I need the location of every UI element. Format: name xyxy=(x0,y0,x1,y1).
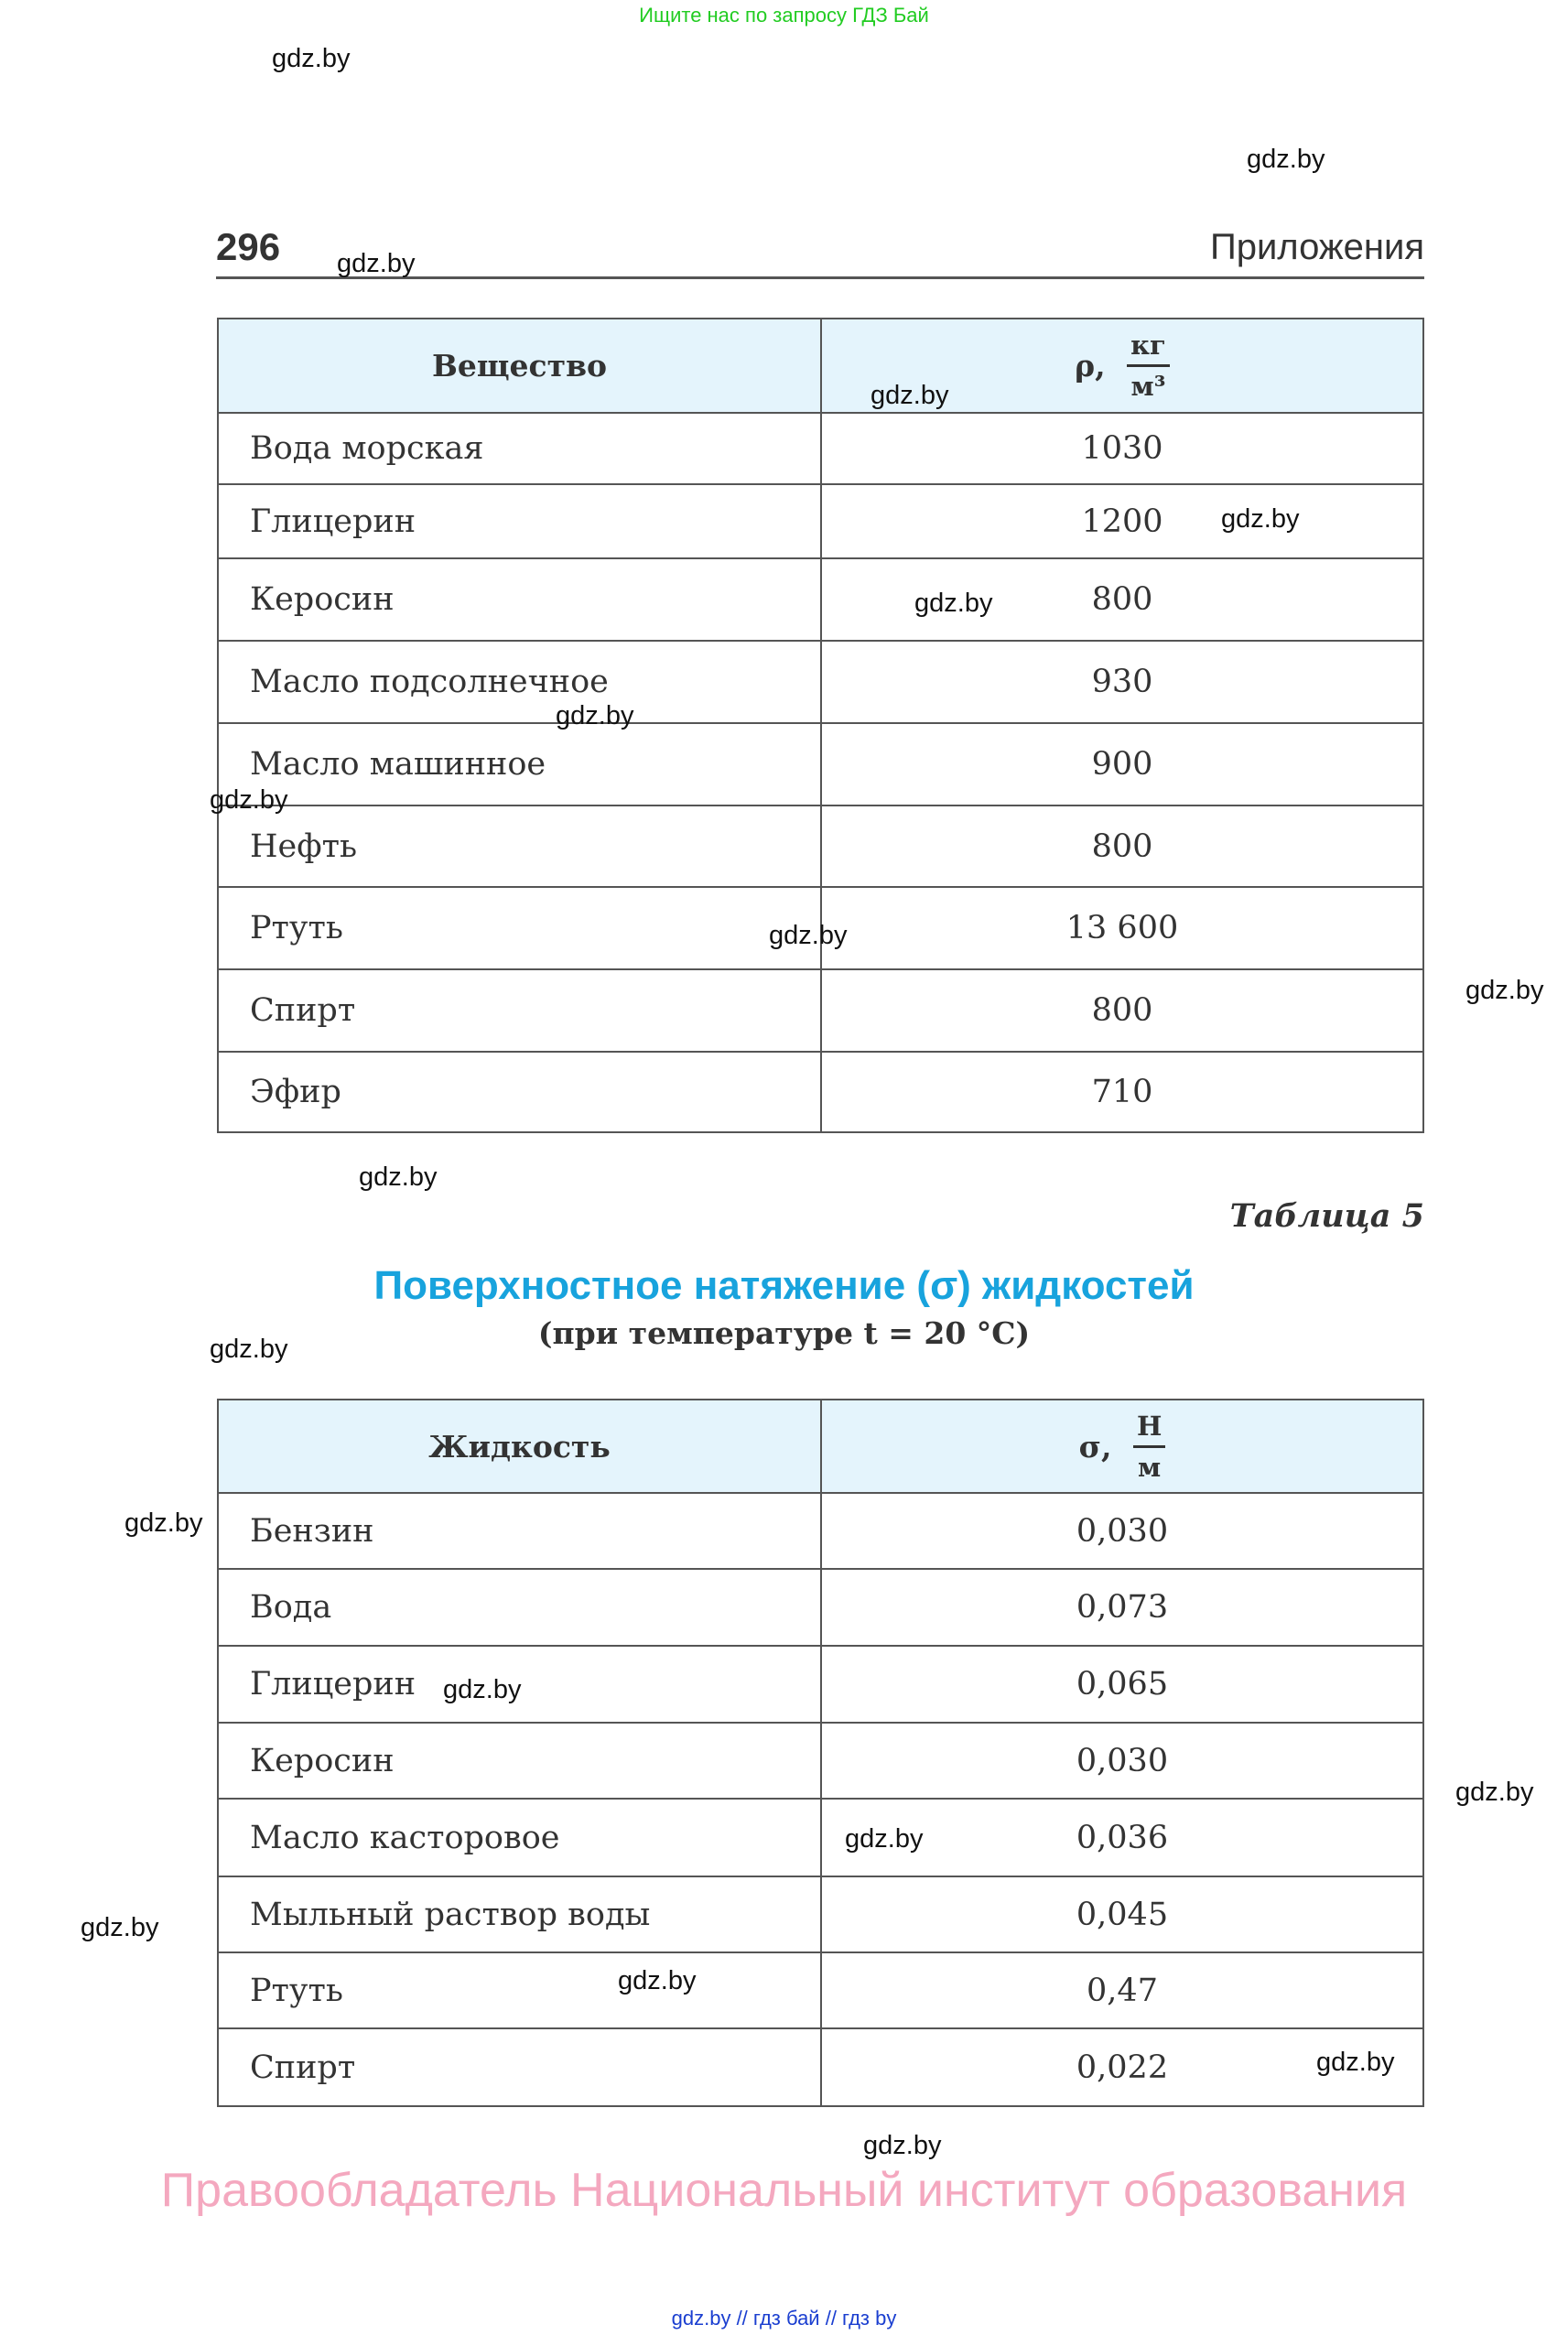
surface-tension-table xyxy=(217,1399,1424,2107)
cell-name: Ртуть xyxy=(218,1952,821,2028)
cell-name: Керосин xyxy=(218,558,821,641)
table-row xyxy=(218,1569,1423,1646)
cell-value: 0,47 xyxy=(821,1952,1423,2028)
cell-value: 900 xyxy=(821,723,1423,805)
watermark: gdz.by xyxy=(618,1966,697,1995)
cell-name: Масло машинное xyxy=(218,723,821,805)
watermark: gdz.by xyxy=(81,1913,159,1942)
watermark: gdz.by xyxy=(1465,976,1544,1005)
unit-denominator: м³ xyxy=(1130,371,1166,402)
table-header-row xyxy=(218,319,1423,413)
table-row xyxy=(218,1952,1423,2028)
table-title: Поверхностное натяжение (σ) жидкостей xyxy=(373,1263,1195,1308)
cell-value: 930 xyxy=(821,641,1423,723)
page-number: 296 xyxy=(216,225,281,268)
watermark: gdz.by xyxy=(845,1824,924,1854)
watermark: gdz.by xyxy=(272,44,351,73)
section-title: Приложения xyxy=(1209,227,1424,267)
table-row xyxy=(218,1723,1423,1799)
cell-value: 800 xyxy=(821,969,1423,1052)
cell-name: Вода морская xyxy=(218,413,821,484)
watermark: gdz.by xyxy=(871,381,949,410)
cell-name: Мыльный раствор воды xyxy=(218,1876,821,1952)
unit-numerator: Н xyxy=(1133,1411,1165,1448)
cell-value: 0,045 xyxy=(821,1876,1423,1952)
cell-value: 0,030 xyxy=(821,1493,1423,1569)
unit-fraction xyxy=(1133,1411,1165,1483)
copyright-notice: Правообладатель Национальный институт образования xyxy=(160,2164,1408,2217)
density-symbol: ρ, xyxy=(1075,348,1106,384)
column-header-tension xyxy=(821,1400,1423,1493)
watermark: gdz.by xyxy=(210,785,288,815)
cell-value: 1200 xyxy=(821,484,1423,558)
cell-name: Вода xyxy=(218,1569,821,1646)
top-banner[interactable]: Ищите нас по запросу ГДЗ Бай xyxy=(639,4,929,27)
sigma-symbol: σ, xyxy=(1078,1428,1112,1465)
cell-name: Масло подсолнечное xyxy=(218,641,821,723)
table-subtitle: (при температуре t = 20 °C) xyxy=(537,1315,1031,1351)
table-label: Таблица 5 xyxy=(1229,1197,1424,1235)
table-row xyxy=(218,2028,1423,2106)
table-row xyxy=(218,558,1423,641)
watermark: gdz.by xyxy=(769,921,848,950)
cell-value: 0,073 xyxy=(821,1569,1423,1646)
table-row xyxy=(218,969,1423,1052)
column-header-liquid: Жидкость xyxy=(218,1400,821,1493)
cell-name: Бензин xyxy=(218,1493,821,1569)
table-row xyxy=(218,1876,1423,1952)
footer-links[interactable]: gdz.by // гдз бай // гдз by xyxy=(671,2307,897,2330)
watermark: gdz.by xyxy=(1221,504,1300,534)
cell-value: 0,036 xyxy=(821,1799,1423,1876)
table-row xyxy=(218,723,1423,805)
watermark: gdz.by xyxy=(443,1675,522,1704)
watermark: gdz.by xyxy=(556,701,634,730)
watermark: gdz.by xyxy=(1316,2048,1395,2077)
table-row xyxy=(218,413,1423,484)
cell-value: 0,030 xyxy=(821,1723,1423,1799)
unit-fraction xyxy=(1127,330,1170,402)
cell-name: Глицерин xyxy=(218,1646,821,1723)
cell-name: Ртуть xyxy=(218,887,821,969)
cell-value: 800 xyxy=(821,558,1423,641)
watermark: gdz.by xyxy=(1247,145,1325,174)
cell-value: 710 xyxy=(821,1052,1423,1132)
column-header-substance: Вещество xyxy=(218,319,821,413)
unit-denominator: м xyxy=(1138,1451,1162,1483)
cell-name: Глицерин xyxy=(218,484,821,558)
cell-name: Спирт xyxy=(218,2028,821,2106)
table-row xyxy=(218,641,1423,723)
cell-value: 1030 xyxy=(821,413,1423,484)
cell-name: Спирт xyxy=(218,969,821,1052)
cell-value: 13 600 xyxy=(821,887,1423,969)
watermark: gdz.by xyxy=(337,249,416,278)
watermark: gdz.by xyxy=(863,2131,942,2160)
watermark: gdz.by xyxy=(124,1508,203,1538)
cell-name: Нефть xyxy=(218,805,821,887)
table-row xyxy=(218,1493,1423,1569)
table-row xyxy=(218,1052,1423,1132)
cell-name: Эфир xyxy=(218,1052,821,1132)
table-row xyxy=(218,1799,1423,1876)
cell-value: 0,022 xyxy=(821,2028,1423,2106)
cell-value: 0,065 xyxy=(821,1646,1423,1723)
density-table xyxy=(217,318,1424,1133)
watermark: gdz.by xyxy=(210,1335,288,1364)
table-header-row xyxy=(218,1400,1423,1493)
watermark: gdz.by xyxy=(359,1162,438,1192)
unit-numerator: кг xyxy=(1127,330,1170,367)
cell-name: Масло касторовое xyxy=(218,1799,821,1876)
cell-value: 800 xyxy=(821,805,1423,887)
watermark: gdz.by xyxy=(1455,1778,1534,1807)
table-row xyxy=(218,805,1423,887)
cell-name: Керосин xyxy=(218,1723,821,1799)
watermark: gdz.by xyxy=(914,589,993,618)
table-row xyxy=(218,1646,1423,1723)
